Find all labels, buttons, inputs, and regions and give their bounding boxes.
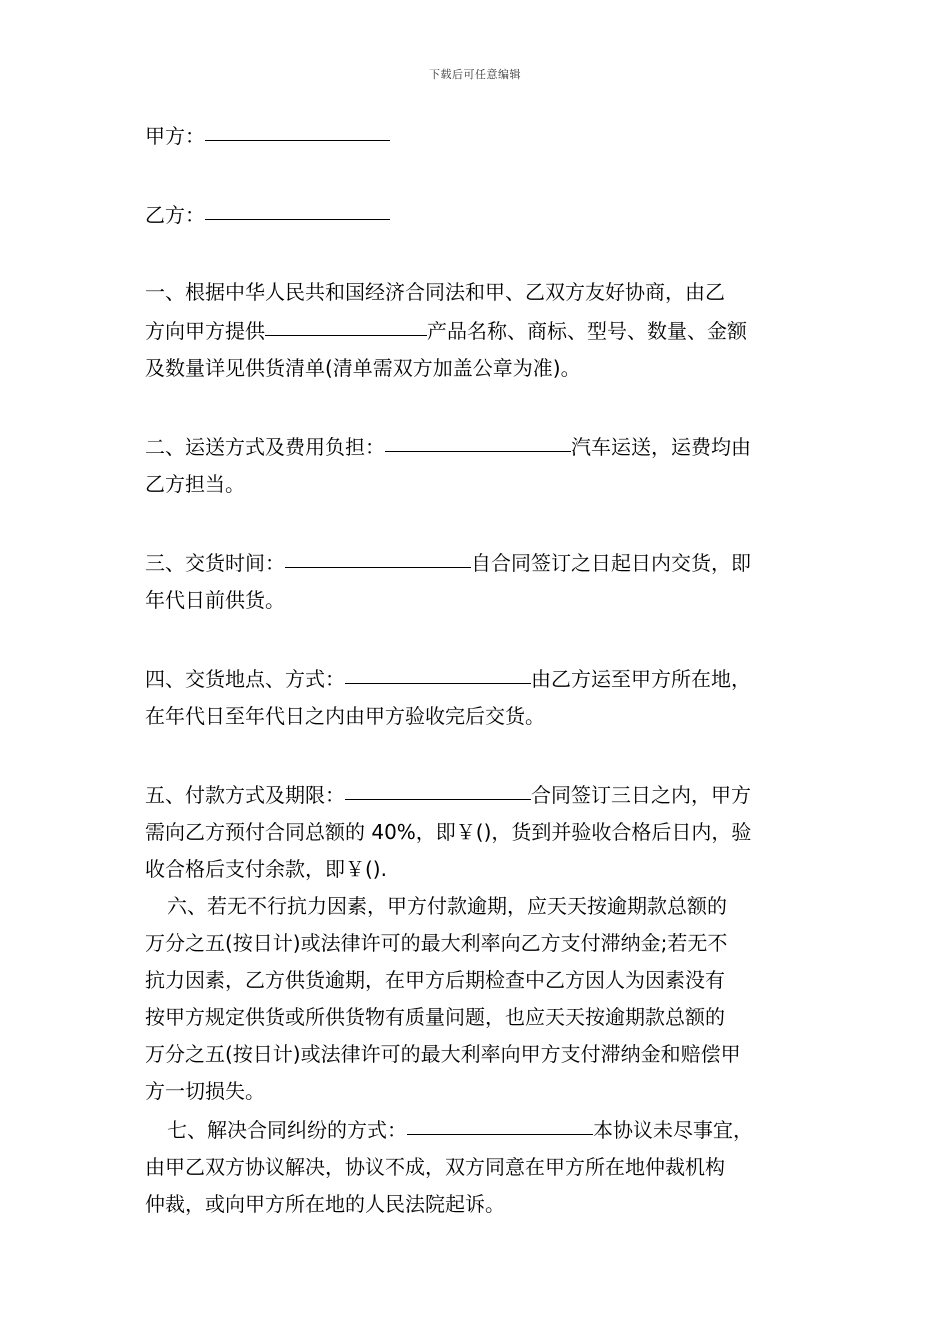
clause1-line3: 及数量详见供货清单(清单需双方加盖公章为准)。 (145, 356, 581, 380)
clause1-prefix: 方向甲方提供 (145, 319, 265, 343)
party-b-label: 乙方： (145, 203, 205, 227)
dispute-blank[interactable] (407, 1108, 593, 1135)
clause7-suffix: 本协议未尽事宜， (593, 1118, 753, 1142)
clause1-line1 (145, 274, 807, 311)
clause3-line1 (145, 543, 807, 582)
header-note: 下载后可任意编辑 (429, 68, 521, 81)
clause4-suffix: 由乙方运至甲方所在地， (531, 667, 751, 691)
clause2-suffix: 汽车运送，运费均由 (571, 435, 751, 459)
clause7-line3: 仲裁，或向甲方所在地的人民法院起诉。 (145, 1192, 505, 1216)
clause6-line6: 方一切损失。 (145, 1079, 265, 1103)
clause5-line2: 需向乙方预付合同总额的 40%，即￥()，货到并验收合格后日内，验 (145, 820, 752, 844)
party-a-label: 甲方： (145, 124, 205, 148)
clause2-line1 (145, 427, 807, 466)
clause1-suffix: 产品名称、商标、型号、数量、金额 (427, 319, 747, 343)
clause2-prefix: 二、运送方式及费用负担： (145, 435, 385, 459)
contract-body (145, 116, 807, 1223)
clause6-line5: 万分之五(按日计)或法律许可的最大利率向甲方支付滞纳金和赔偿甲 (145, 1042, 741, 1066)
clause5-prefix: 五、付款方式及期限： (145, 783, 345, 807)
delivery-place-blank[interactable] (345, 657, 531, 684)
party-b-row (145, 195, 807, 234)
transport-blank[interactable] (385, 425, 571, 452)
clause3-suffix: 自合同签订之日起日内交货，即 (471, 551, 751, 575)
product-blank[interactable] (265, 309, 427, 336)
clause1-line2 (145, 311, 807, 350)
party-b-blank[interactable] (205, 193, 390, 220)
clause7-prefix: 七、解决合同纠纷的方式： (167, 1118, 407, 1142)
clause1-text-1: 一、根据中华人民共和国经济合同法和甲、乙双方友好协商，由乙 (145, 280, 725, 304)
party-a-blank[interactable] (205, 114, 390, 141)
clause7-line2: 由甲乙双方协议解决，协议不成，双方同意在甲方所在地仲裁机构 (145, 1155, 725, 1179)
clause6-line3: 抗力因素，乙方供货逾期，在甲方后期检查中乙方因人为因素没有 (145, 968, 725, 992)
party-a-row (145, 116, 807, 155)
clause3-prefix: 三、交货时间： (145, 551, 285, 575)
clause3-line2: 年代日前供货。 (145, 588, 285, 612)
payment-blank[interactable] (345, 773, 531, 800)
clause4-line2: 在年代日至年代日之内由甲方验收完后交货。 (145, 704, 545, 728)
clause7-line1 (145, 1110, 807, 1149)
clause4-prefix: 四、交货地点、方式： (145, 667, 345, 691)
clause6-line1: 六、若无不行抗力因素，甲方付款逾期，应天天按逾期款总额的 (167, 894, 727, 918)
clause4-line1 (145, 659, 807, 698)
delivery-time-blank[interactable] (285, 541, 471, 568)
clause5-suffix: 合同签订三日之内，甲方 (531, 783, 751, 807)
clause6-line4: 按甲方规定供货或所供货物有质量问题，也应天天按逾期款总额的 (145, 1005, 725, 1029)
clause2-line2: 乙方担当。 (145, 472, 245, 496)
clause5-line3: 收合格后支付余款，即￥(). (145, 857, 387, 881)
clause6-line2: 万分之五(按日计)或法律许可的最大利率向乙方支付滞纳金;若无不 (145, 931, 728, 955)
clause5-line1 (145, 775, 807, 814)
